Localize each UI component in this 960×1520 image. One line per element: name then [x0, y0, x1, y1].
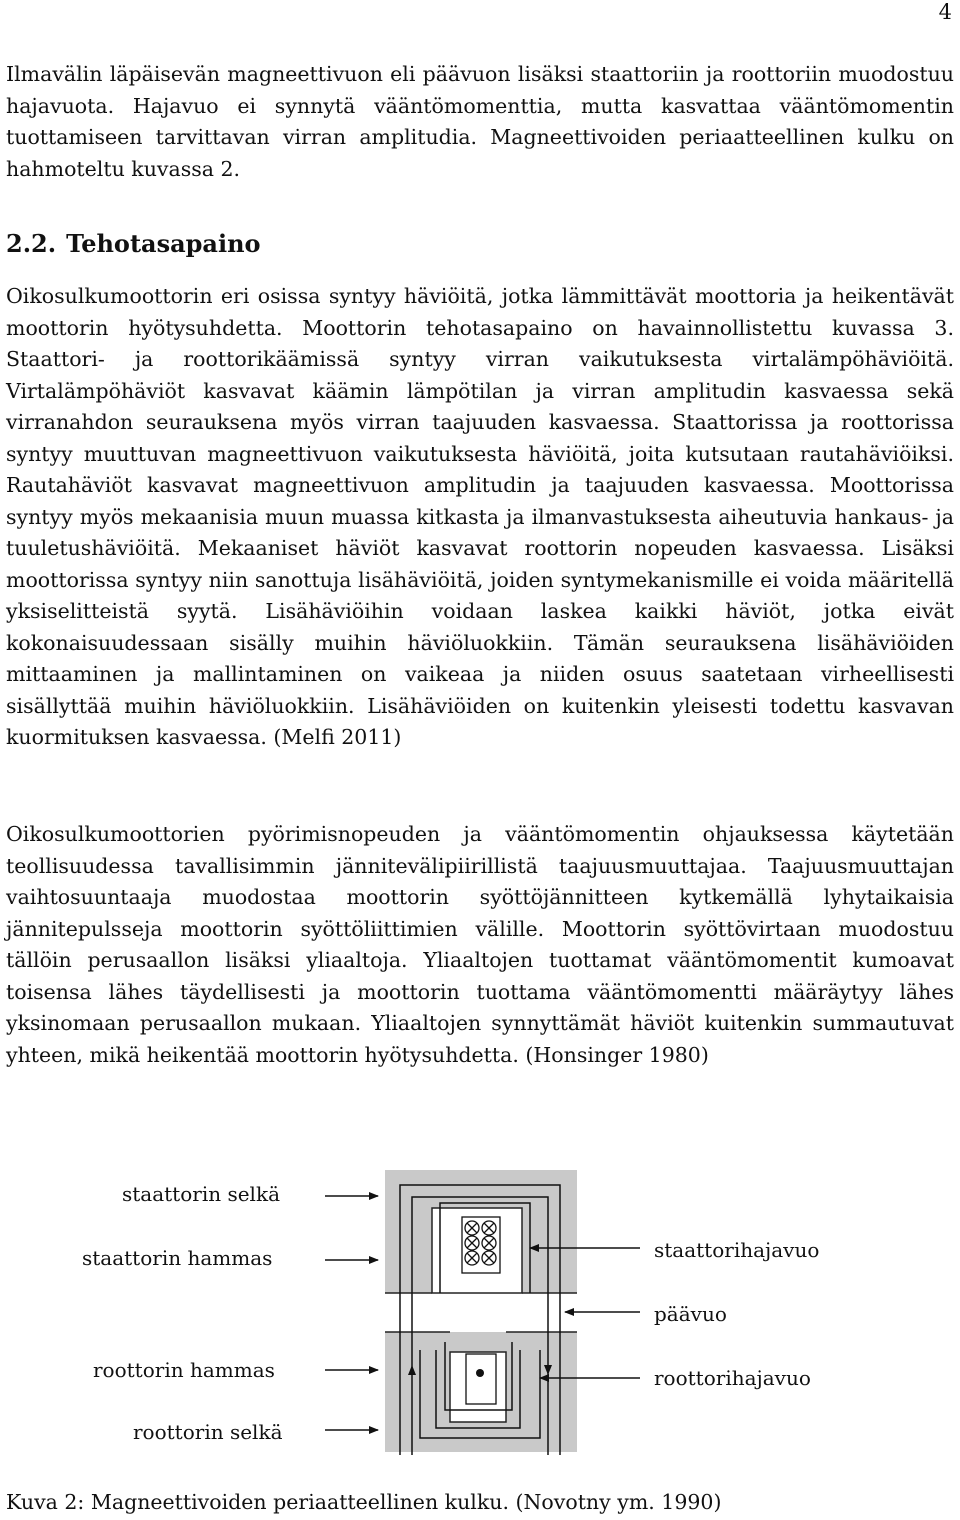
body-paragraph-inverter: Oikosulkumoottorien pyörimisnopeuden ja vääntömomentin ohjauksessa käytetään teollisuudessa tavallisimmin jännitevälipiirillistä taajuusmuuttajaa. Taajuusmuuttajan vaihtosuuntaaja muodostaa moottorin syöttöjännitteen kytkemällä lyhytaikaisia jännitepulsseja moottorin syöttöliittimien välille. Moottorin syöttövirtaan muodostuu tällöin perusaallon lisäksi yliaaltoja. Yliaaltojen tuottamat vääntömomentit kumoavat toisensa lähes täydellisesti ja moottorin tuottama vääntömomentti määräytyy lähes yksinomaan perusaallon mukaan. Yliaaltojen synnyttämät häviöt kuitenkin summautuvat yhteen, mikä heikentää moottorin hyötysuhdetta. (Honsinger 1980) [6, 822, 954, 1067]
intro-paragraph: Ilmavälin läpäisevän magneettivuon eli päävuon lisäksi staattoriin ja roottoriin muodostuu hajavuota. Hajavuo ei synnytä vääntömomenttia, mutta kasvattaa vääntömomentin tuottamiseen tarvittavan virran amplitudia. Magneettivoiden periaatteellinen kulku on hahmoteltu kuvassa 2. [6, 62, 954, 181]
rotor-conductor [466, 1354, 496, 1404]
flux-path-figure [0, 1160, 960, 1460]
section-heading [6, 226, 261, 262]
label-main-flux: päävuo [654, 1302, 727, 1326]
label-rotor-yoke: roottorin selkä [133, 1420, 283, 1444]
label-stator-leakage: staattorihajavuo [654, 1238, 820, 1262]
label-stator-tooth: staattorin hammas [82, 1246, 273, 1270]
label-rotor-leakage: roottorihajavuo [654, 1366, 811, 1390]
label-stator-yoke: staattorin selkä [122, 1182, 280, 1206]
label-rotor-tooth: roottorin hammas [93, 1358, 275, 1382]
body-paragraph-losses: Oikosulkumoottorin eri osissa syntyy häviöitä, jotka lämmittävät moottoria ja heikentävät moottorin hyötysuhdetta. Moottorin tehotasapaino on havainnollistettu kuvassa 3. Staattori- ja roottorikäämissä syntyy virran vaikutuksesta virtalämpöhäviöitä. Virtalämpöhäviöt kasvavat käämin lämpötilan ja virran amplitudin kasvaessa sekä virranahdon seurauksena myös virran taajuuden kasvaessa. Staattorissa ja roottorissa syntyy muuttuvan magneettivuon vaikutuksesta häviöitä, joita kutsutaan rautahäviöiksi. Rautahäviöt kasvavat magneettivuon amplitudin ja taajuuden kasvaessa. Moottorissa syntyy myös mekaanisia muun muassa kitkasta ja ilmanvastuksesta aiheutuvia hankaus- ja tuuletushäviöitä. Mekaaniset häviöt kasvavat roottorin nopeuden kasvaessa. Lisäksi moottorissa syntyy niin sanottuja lisähäviöitä, joiden syntymekanismille ei voida määritellä yksiselitteistä syytä. Lisähäviöihin voidaan laskea kaikki häviöt, jotka eivät kokonaisuudessaan sisälly muihin häviöluokkiin. Tämän seurauksena lisähäviöiden mittaaminen ja mallintaminen on vaikeaa ja niiden osuus saatetaan virheellisesti sisällyttää muihin häviöluokkiin. Lisähäviöiden on kuitenkin yleisesti todettu kasvavan kuormituksen kasvaessa. (Melfi 2011) [6, 284, 954, 749]
stator-conductors [462, 1217, 500, 1273]
section-title: Tehotasapaino [66, 229, 261, 258]
figure-caption: Kuva 2: Magneettivoiden periaatteellinen kulku. (Novotny ym. 1990) [6, 1490, 722, 1514]
section-number: 2.2. [6, 229, 57, 258]
page-number: 4 [938, 0, 952, 24]
